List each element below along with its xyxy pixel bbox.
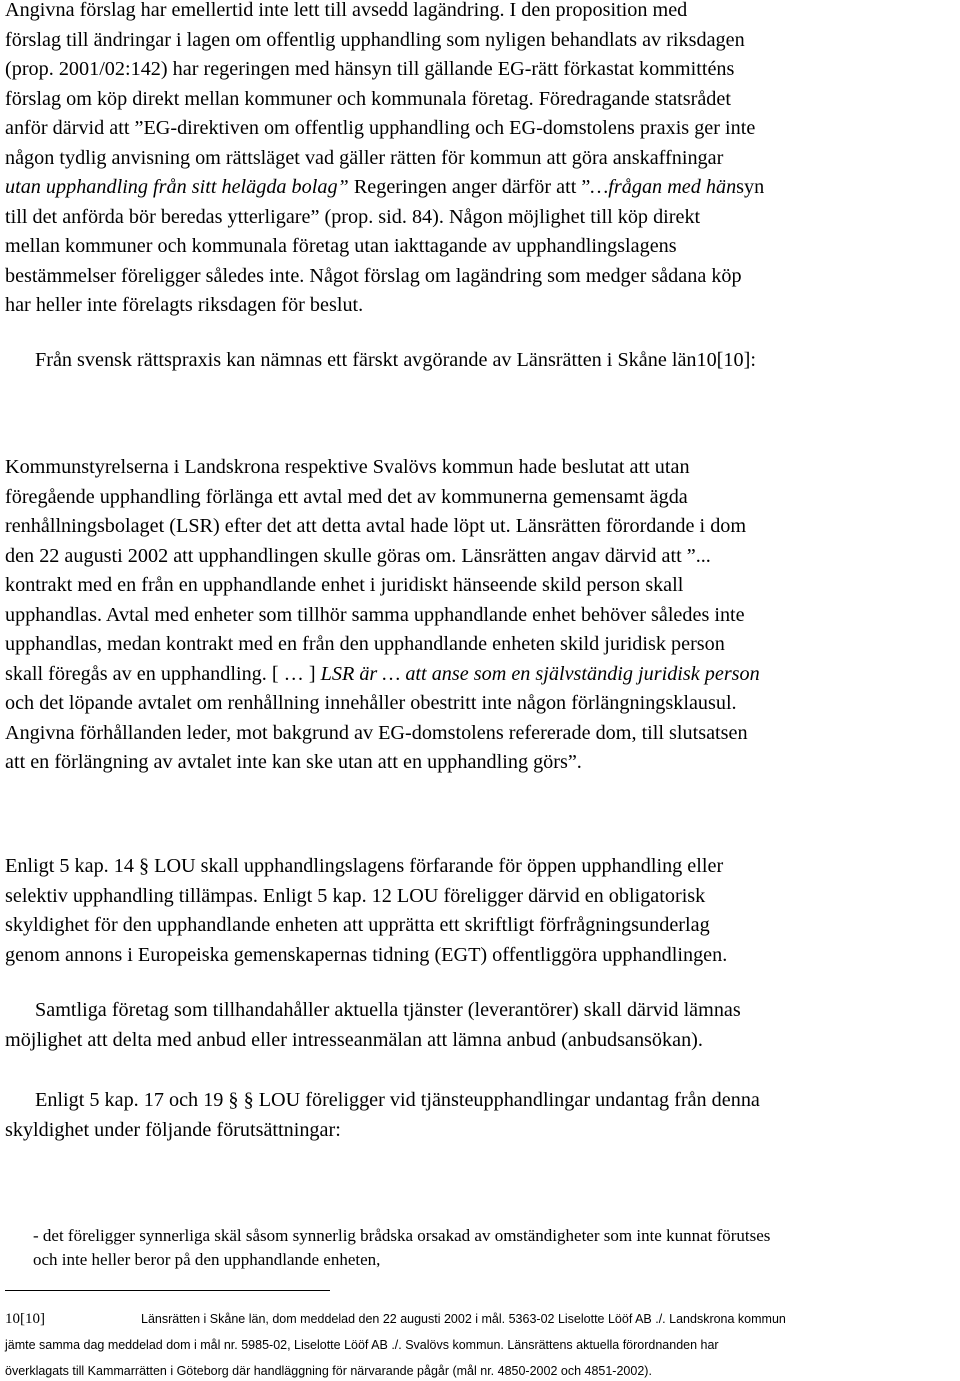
text-line: Angivna förhållanden leder, mot bakgrund av EG-domstolens refererade dom, till slutsatsen <box>5 721 748 744</box>
list-item-urgency <box>33 1224 953 1272</box>
text-line: föregående upphandling förlänga ett avtal med det av kommunerna gemensamt ägda <box>5 485 688 508</box>
text-line: förslag om köp direkt mellan kommuner och kommunala företag. Föredragande statsrådet <box>5 87 731 110</box>
footnote-continued <box>5 1337 955 1354</box>
quote-italic: utan upphandling från sitt helägda bolag” <box>5 176 349 198</box>
text-line: möjlighet att delta med anbud eller intresseanmälan att lämna anbud (anbudsansökan). <box>5 1028 703 1051</box>
paragraph-case-description <box>5 453 955 778</box>
text-line: renhållningsbolaget (LSR) efter det att detta avtal hade löpt ut. Länsrätten förordande i dom <box>5 515 747 537</box>
text-line: och det löpande avtalet om renhållning innehåller obestritt inte någon förlängningsklausul. <box>5 692 737 714</box>
text-line: - det föreligger synnerliga skäl såsom synnerlig brådska orsakad av omständigheter som inte kunnat förutses <box>33 1226 771 1245</box>
text-line: att en förlängning av avtalet inte kan ske utan att en upphandling görs”. <box>5 751 582 773</box>
text-line: Kommunstyrelserna i Landskrona respektive Svalövs kommun hade beslutat att utan <box>5 456 690 478</box>
footnote-continued <box>5 1363 955 1380</box>
text-line: skyldighet för den upphandlande enheten att upprätta ett skriftligt förfrågningsunderlag <box>5 914 710 936</box>
text-line: jämte samma dag meddelad dom i mål nr. 5985-02, Liselotte Lööf AB ./. Svalövs kommun. Länsrättens aktuella förordnanden har <box>5 1338 719 1352</box>
text-line: förslag till ändringar i lagen om offentlig upphandling som nyligen behandlats av riksdagen <box>5 28 745 51</box>
text-line: mellan kommuner och kommunala företag utan iakttagande av upphandlingslagens <box>5 235 677 257</box>
text-line: (prop. 2001/02:142) har regeringen med hänsyn till gällande EG-rätt förkastat kommitténs <box>5 58 735 80</box>
paragraph-legislative-proposal <box>5 0 955 321</box>
text-line: Angivna förslag har emellertid inte lett till avsedd lagändring. I den proposition med <box>5 0 688 21</box>
text-line: bestämmelser föreligger således inte. Något förslag om lagändring som medger sådana köp <box>5 264 742 287</box>
text-segment: Enligt 5 kap. 17 och 19 § § LOU föreligger vid tjänsteupphandlingar undantag från denna <box>35 1089 760 1111</box>
paragraph-exceptions <box>5 1086 955 1145</box>
text-line <box>5 1311 955 1328</box>
footnote-divider <box>5 1290 330 1291</box>
text-line: selektiv upphandling tillämpas. Enligt 5 kap. 12 LOU föreligger därvid en obligatorisk <box>5 884 706 907</box>
text-segment: Samtliga företag som tillhandahåller aktuella tjänster (leverantörer) skall därvid lämnas <box>35 999 741 1021</box>
text-line <box>5 996 955 1026</box>
paragraph-suppliers <box>5 996 955 1055</box>
quote-italic: …frågan med hän <box>590 176 737 198</box>
text-line: kontrakt med en från en upphandlande enhet i juridiskt hänseende skild person skall <box>5 574 684 596</box>
paragraph-lou-procedure <box>5 852 955 970</box>
text-line: någon tydlig anvisning om rättsläget vad gäller rätten för kommun att göra anskaffningar <box>5 146 724 169</box>
paragraph-case-law-intro <box>5 346 955 376</box>
text-line: Enligt 5 kap. 14 § LOU skall upphandlingslagens förfarande för öppen upphandling eller <box>5 855 724 877</box>
text-segment: syn <box>736 176 765 198</box>
text-line <box>5 346 955 376</box>
text-line: upphandlas. Avtal med enheter som tillhör samma upphandlande enhet behöver således inte <box>5 603 745 626</box>
text-line: anför därvid att ”EG-direktiven om offentlig upphandling och EG-domstolens praxis ger inte <box>5 117 756 139</box>
text-line: genom annons i Europeiska gemenskapernas tidning (EGT) offentliggöra upphandlingen. <box>5 943 728 966</box>
text-segment: Från svensk rättspraxis kan nämnas ett färskt avgörande av Länsrätten i Skåne län10[10]: <box>35 349 756 371</box>
footnote <box>5 1311 955 1328</box>
text-line: den 22 augusti 2002 att upphandlingen skulle göras om. Länsrätten angav därvid att ”... <box>5 544 711 567</box>
text-line: har heller inte förelagts riksdagen för beslut. <box>5 294 364 316</box>
text-segment: Länsrätten i Skåne län, dom meddelad den 22 augusti 2002 i mål. 5363-02 Liselotte Lööf AB ./. Landskrona kommun <box>141 1312 786 1326</box>
text-line: till det anförda bör beredas ytterligare” (prop. sid. 84). Någon möjlighet till köp direkt <box>5 205 701 228</box>
text-line <box>5 660 955 690</box>
text-line: upphandlas, medan kontrakt med en från den upphandlande enheten skild juridisk person <box>5 633 725 655</box>
footnote-number: 10[10] <box>5 1311 45 1327</box>
text-line: överklagats till Kammarrätten i Göteborg där handläggning för närvarande pågår (mål nr. 4850-2002 och 4851-2002). <box>5 1364 652 1378</box>
text-line: skyldighet under följande förutsättningar: <box>5 1118 341 1141</box>
text-segment: Regeringen anger därför att ” <box>348 176 591 198</box>
quote-italic: LSR är … att anse som en självständig juridisk person <box>320 662 760 685</box>
text-line: och inte heller beror på den upphandlande enheten, <box>33 1250 381 1269</box>
text-segment: skall föregås av en upphandling. [ … ] <box>5 662 321 685</box>
text-line <box>5 173 955 203</box>
text-line <box>5 1086 955 1116</box>
